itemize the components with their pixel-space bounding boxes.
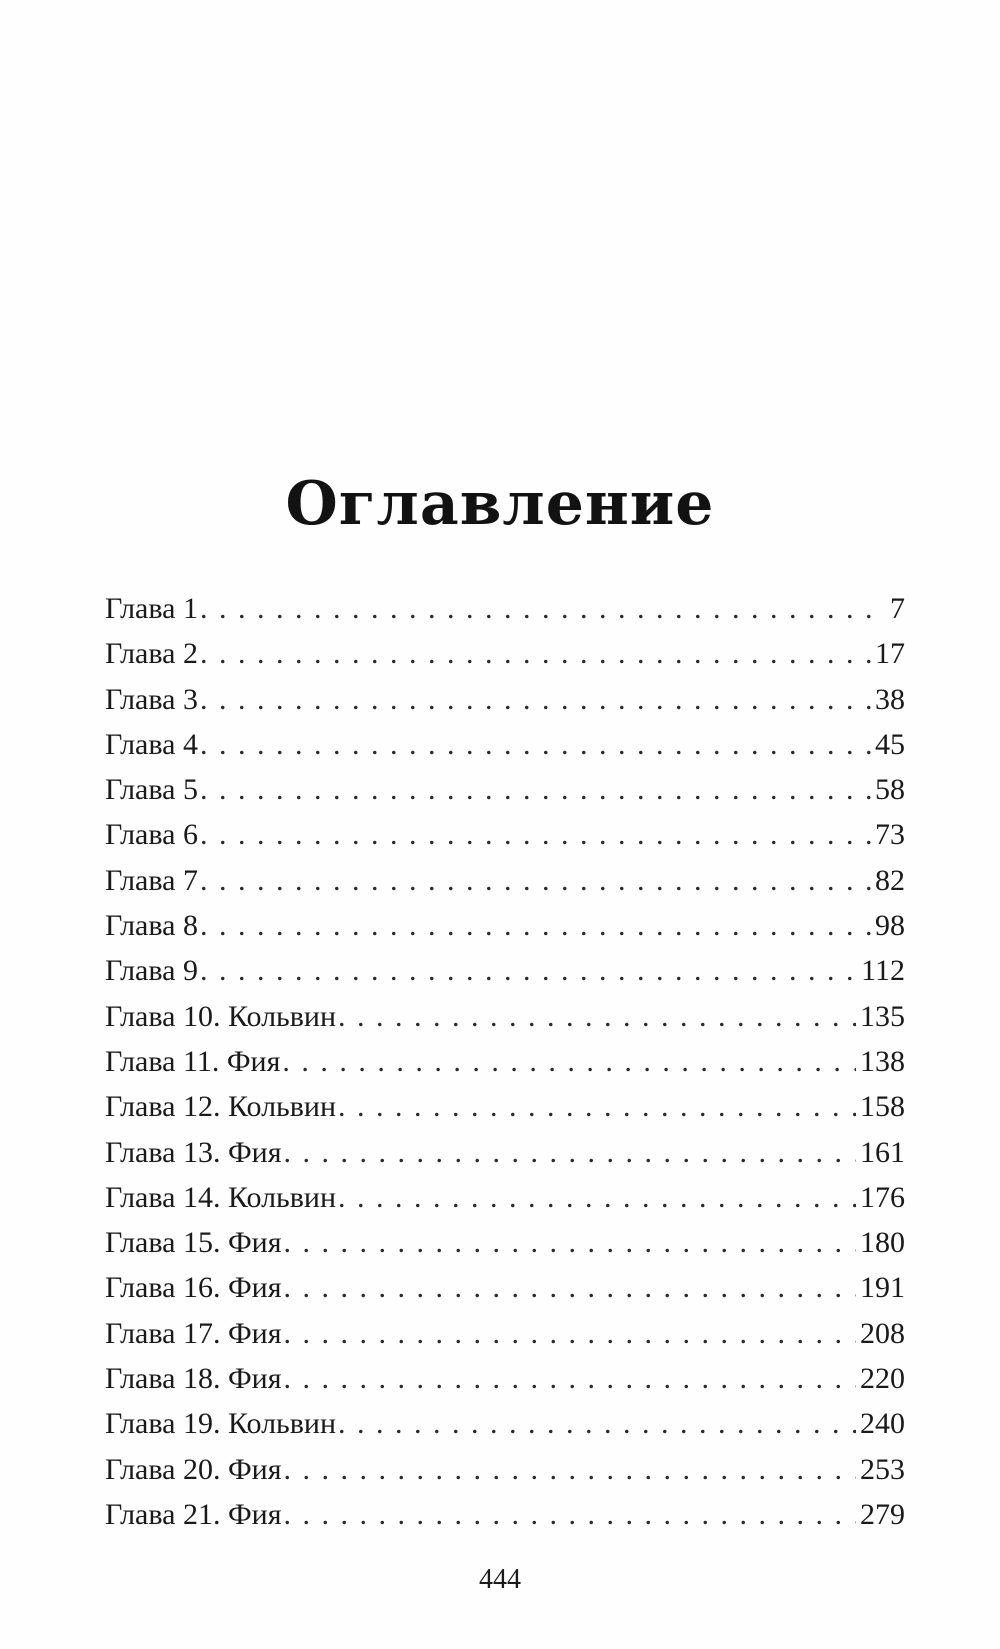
toc-entry-page: 45 xyxy=(875,727,905,761)
dot-leader xyxy=(338,1175,856,1220)
toc-entry xyxy=(105,948,905,993)
dot-leader xyxy=(200,722,871,767)
toc-entry-page: 135 xyxy=(860,999,905,1033)
toc-entry-label: Глава 5 xyxy=(105,773,198,807)
dot-leader xyxy=(284,1492,856,1537)
toc-entry-page: 138 xyxy=(860,1044,905,1078)
toc-entry xyxy=(105,1130,905,1175)
toc-entry xyxy=(105,1311,905,1356)
toc-entry-label: Глава 3 xyxy=(105,682,198,716)
toc-entry xyxy=(105,1447,905,1492)
dot-leader xyxy=(338,994,856,1039)
dot-leader xyxy=(200,903,871,948)
toc-entry-label: Глава 17. Фия xyxy=(105,1316,282,1350)
toc-entry xyxy=(105,1175,905,1220)
toc-entry-label: Глава 20. Фия xyxy=(105,1452,282,1486)
page-title: Оглавление xyxy=(285,469,715,539)
toc-entry-label: Глава 14. Кольвин xyxy=(105,1180,337,1214)
toc-entry xyxy=(105,1084,905,1129)
toc-entry-page: 98 xyxy=(875,909,905,943)
toc-entry xyxy=(105,812,905,857)
toc-entry-label: Глава 16. Фия xyxy=(105,1271,282,1305)
dot-leader xyxy=(200,812,871,857)
dot-leader xyxy=(338,1084,856,1129)
toc-entry xyxy=(105,1492,905,1537)
toc-entry-label: Глава 13. Фия xyxy=(105,1135,282,1169)
dot-leader xyxy=(282,1039,856,1084)
toc-entry-label: Глава 15. Фия xyxy=(105,1226,282,1260)
toc-entry xyxy=(105,903,905,948)
toc-entry-label: Глава 10. Кольвин xyxy=(105,999,337,1033)
dot-leader xyxy=(200,767,871,812)
toc-entry xyxy=(105,994,905,1039)
toc-entry-page: 73 xyxy=(875,818,905,852)
toc-entry xyxy=(105,677,905,722)
toc-entry xyxy=(105,631,905,676)
dot-leader xyxy=(200,948,857,993)
toc-entry-label: Глава 19. Кольвин xyxy=(105,1407,337,1441)
toc-entry-label: Глава 18. Фия xyxy=(105,1362,282,1396)
toc-entry-page: 38 xyxy=(875,682,905,716)
dot-leader xyxy=(200,631,871,676)
toc-entry-page: 180 xyxy=(860,1226,905,1260)
toc-entry xyxy=(105,1356,905,1401)
toc-entry-label: Глава 6 xyxy=(105,818,198,852)
toc-entry-page: 176 xyxy=(860,1180,905,1214)
toc-entry-page: 7 xyxy=(890,592,905,625)
toc-entry-page: 17 xyxy=(875,637,905,671)
toc-entry-label: Глава 21. Фия xyxy=(105,1497,282,1531)
page-number: 444 xyxy=(479,1564,521,1595)
toc-entry xyxy=(105,1220,905,1265)
toc-entry xyxy=(105,722,905,767)
toc-entry-label: Глава 9 xyxy=(105,954,198,988)
dot-leader xyxy=(200,858,871,903)
toc-entry-page: 158 xyxy=(860,1090,905,1124)
toc-entry-page: 279 xyxy=(860,1497,905,1531)
toc-entry-page: 58 xyxy=(875,773,905,807)
toc-entry xyxy=(105,1039,905,1084)
toc-entry-page: 161 xyxy=(860,1135,905,1169)
toc-entry-label: Глава 8 xyxy=(105,909,198,943)
toc-entry-label: Глава 1 xyxy=(105,592,198,625)
toc-entry xyxy=(105,767,905,812)
dot-leader xyxy=(284,1311,856,1356)
toc-entry-page: 82 xyxy=(875,863,905,897)
toc-entry-page: 253 xyxy=(860,1452,905,1486)
dot-leader xyxy=(338,1401,856,1446)
dot-leader xyxy=(284,1447,856,1492)
toc-entry-page: 191 xyxy=(860,1271,905,1305)
toc-entry-page: 208 xyxy=(860,1316,905,1350)
table-of-contents xyxy=(105,586,905,1537)
toc-entry xyxy=(105,858,905,903)
toc-entry xyxy=(105,1265,905,1310)
toc-entry-page: 220 xyxy=(860,1362,905,1396)
toc-entry-label: Глава 7 xyxy=(105,863,198,897)
toc-entry-label: Глава 4 xyxy=(105,727,198,761)
toc-entry-label: Глава 12. Кольвин xyxy=(105,1090,337,1124)
dot-leader xyxy=(284,1130,856,1175)
dot-leader xyxy=(284,1220,856,1265)
dot-leader xyxy=(200,677,871,722)
toc-entry-label: Глава 2 xyxy=(105,637,198,671)
toc-entry-page: 240 xyxy=(860,1407,905,1441)
toc-entry-label: Глава 11. Фия xyxy=(105,1044,281,1078)
dot-leader xyxy=(284,1265,856,1310)
toc-entry-page: 112 xyxy=(861,954,905,988)
dot-leader xyxy=(284,1356,856,1401)
dot-leader xyxy=(200,586,886,631)
toc-entry xyxy=(105,586,905,631)
toc-entry xyxy=(105,1401,905,1446)
